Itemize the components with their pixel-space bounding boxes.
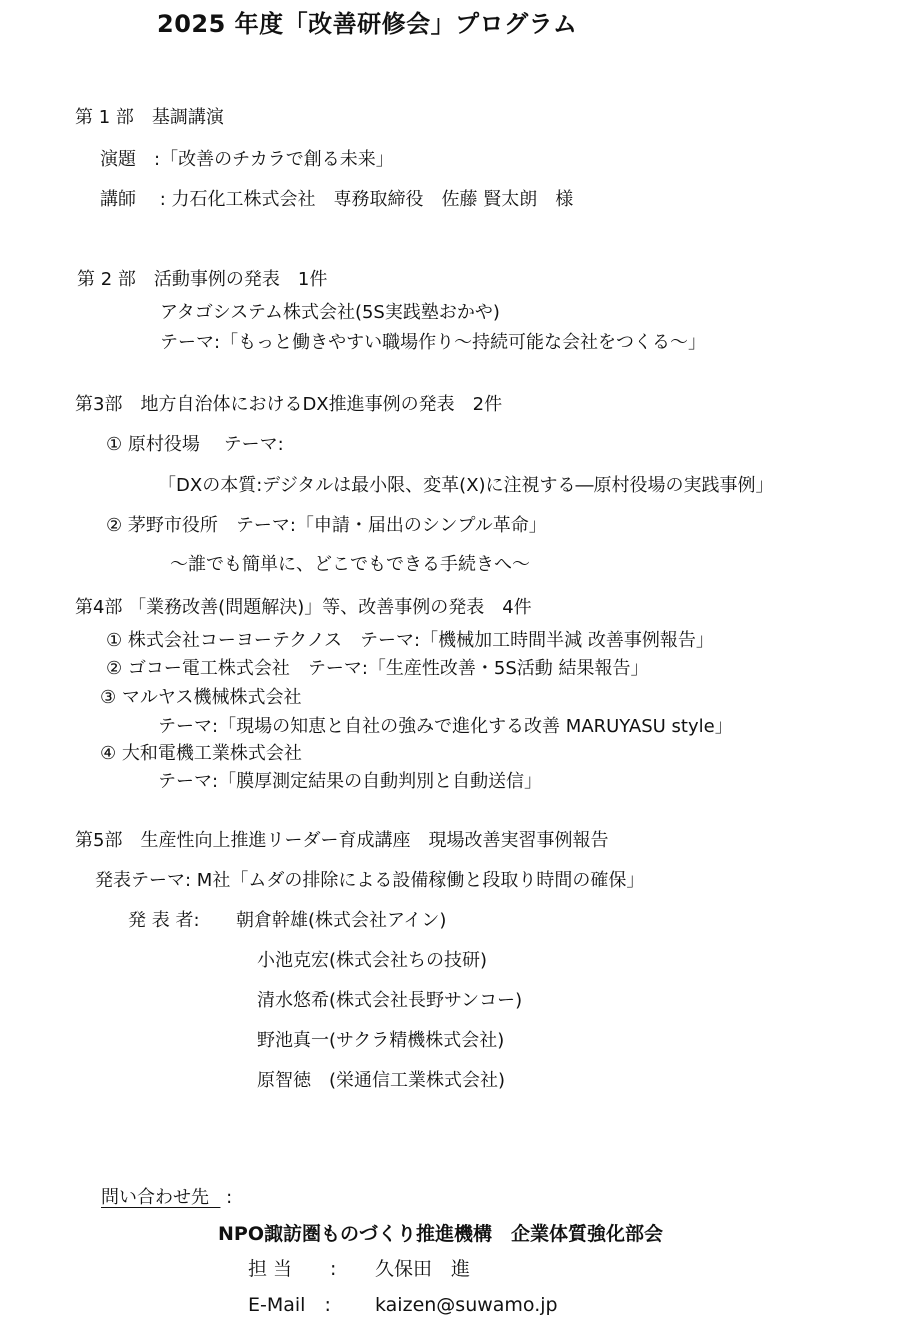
- part4-item4-line1: ④ 大和電機工業株式会社: [100, 743, 302, 764]
- part3-item2-line2: ～誰でも簡単に、どこでもできる手続きへ～: [170, 554, 530, 575]
- contact-organization: NPO諏訪圏ものづくり推進機構 企業体質強化部会: [218, 1223, 663, 1245]
- contact-email[interactable]: kaizen@suwamo.jp: [375, 1294, 558, 1316]
- part1-heading: 第 1 部 基調講演: [75, 107, 224, 128]
- contact-heading: [101, 1186, 232, 1210]
- contact-person: 久保田 進: [375, 1258, 471, 1280]
- contact-label: 問い合わせ先: [101, 1187, 209, 1208]
- presenter-5: 原智徳 (栄通信工業株式会社): [257, 1070, 506, 1091]
- page-title: 2025 年度「改善研修会」プログラム: [157, 10, 578, 38]
- part5-heading: 第5部 生産性向上推進リーダー育成講座 現場改善実習事例報告: [75, 830, 609, 851]
- part3-item1-line2: 「DXの本質:デジタルは最小限、変革(X)に注視する―原村役場の実践事例」: [158, 475, 774, 496]
- part1-speaker: 講師 : 力石化工株式会社 専務取締役 佐藤 賢太朗 様: [100, 189, 574, 210]
- part4-item2: ② ゴコー電工株式会社 テーマ:「生産性改善・5S活動 結果報告」: [106, 658, 649, 679]
- part4-heading: 第4部 「業務改善(問題解決)」等、改善事例の発表 4件: [75, 597, 532, 618]
- presenter-3: 清水悠希(株式会社長野サンコー): [257, 990, 523, 1011]
- part2-theme: テーマ:「もっと働きやすい職場作り～持続可能な会社をつくる～」: [160, 332, 707, 353]
- part4-item3-line1: ③ マルヤス機械株式会社: [100, 687, 302, 708]
- presenter-2: 小池克宏(株式会社ちの技研): [257, 950, 488, 971]
- part5-theme: 発表テーマ: M社「ムダの排除による設備稼働と段取り時間の確保」: [95, 870, 645, 891]
- contact-person-label: 担 当 :: [248, 1258, 337, 1280]
- contact-colon: :: [220, 1187, 233, 1208]
- part4-item3-line2: テーマ:「現場の知恵と自社の強みで進化する改善 MARUYASU style」: [158, 716, 733, 737]
- part2-company: アタゴシステム株式会社(5S実践塾おかや): [160, 302, 500, 323]
- contact-email-label: E-Mail :: [248, 1294, 331, 1316]
- part2-heading: 第 2 部 活動事例の発表 1件: [77, 269, 328, 290]
- presenter-1: 朝倉幹雄(株式会社アイン): [236, 910, 447, 931]
- part3-item2-line1: ② 茅野市役所 テーマ:「申請・届出のシンプル革命」: [106, 515, 547, 536]
- part3-item1-line1: ① 原村役場 テーマ:: [106, 434, 284, 455]
- part4-item1: ① 株式会社コーヨーテクノス テーマ:「機械加工時間半減 改善事例報告」: [106, 630, 714, 651]
- presenter-4: 野池真一(サクラ精機株式会社): [257, 1030, 505, 1051]
- part4-item4-line2: テーマ:「膜厚測定結果の自動判別と自動送信」: [158, 771, 543, 792]
- part1-topic: 演題 :「改善のチカラで創る未来」: [100, 149, 394, 170]
- part3-heading: 第3部 地方自治体におけるDX推進事例の発表 2件: [75, 394, 503, 415]
- part5-presenters-label: 発 表 者:: [128, 910, 200, 931]
